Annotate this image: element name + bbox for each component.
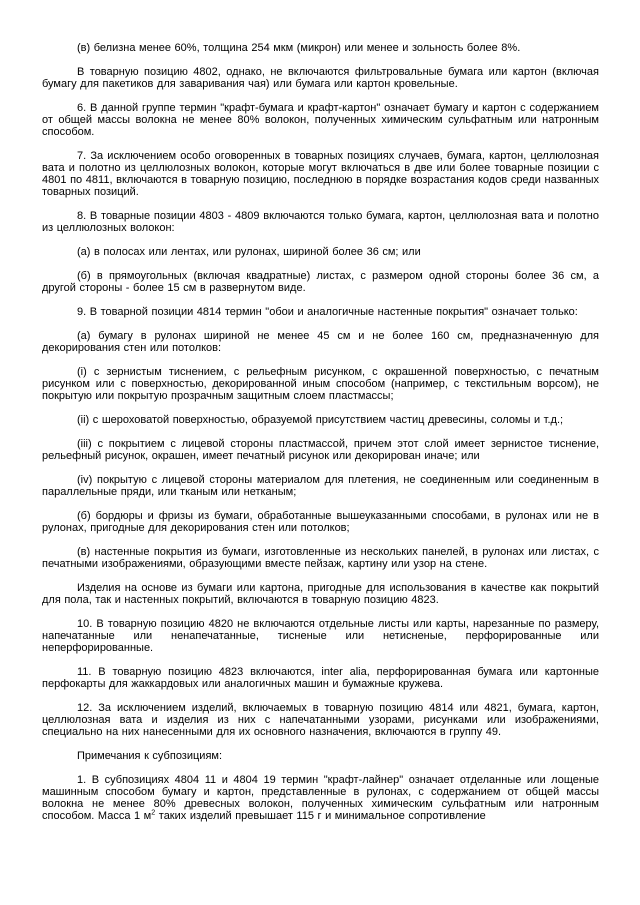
superscript-2: 2 [151,808,156,817]
paragraph-note-8-item-b: (б) в прямоугольных (включая квадратные) листах, с размером одной стороны более 36 см, а другой стороны - более 15 см в развернутом виде. [42,270,599,294]
paragraph-note-9-item-a-i: (i) с зернистым тиснением, с рельефным рисунком, с окрашенной поверхностью, с печатным рисунком или с поверхностью, декорированной иным способом (например, с текстильным ворсом), не покрытую или покрытую прозрачным защитным слоем пластмассы; [42,366,599,402]
paragraph-note-11: 11. В товарную позицию 4823 включаются, inter alia, перфорированная бумага или картонные перфокарты для жаккардовых или аналогичных машин и бумажные кружева. [42,666,599,690]
paragraph-note-8: 8. В товарные позиции 4803 - 4809 включаются только бумага, картон, целлюлозная вата и полотно из целлюлозных волокон: [42,210,599,234]
subposition-note-1-text-after: таких изделий превышает 115 г и минимальное сопротивление [155,810,486,822]
paragraph-note-9-item-b: (б) бордюры и фризы из бумаги, обработанные вышеуказанными способами, в рулонах или не в рулонах, пригодные для декорирования стен или потолков; [42,510,599,534]
paragraph-floor-wall-coverings: Изделия на основе из бумаги или картона, пригодные для использования в качестве как покрытий для пола, так и настенных покрытий, включаются в товарную позицию 4823. [42,582,599,606]
paragraph-note-9-item-a: (а) бумагу в рулонах шириной не менее 45 см и не более 160 см, предназначенную для декорирования стен или потолков: [42,330,599,354]
paragraph-note-9-item-v: (в) настенные покрытия из бумаги, изготовленные из нескольких панелей, в рулонах или листах, с печатными изображениями, образующими вместе пейзаж, картину или узор на стене. [42,546,599,570]
paragraph-4802-exclusion: В товарную позицию 4802, однако, не включаются фильтровальные бумага или картон (включая бумагу для пакетиков для заваривания чая) или бумага или картон кровельные. [42,66,599,90]
paragraph-note-6: 6. В данной группе термин "крафт-бумага и крафт-картон" означает бумагу и картон с содержанием от общей массы волокна не менее 80% волокон, полученных химическим сульфатным или натронным способом. [42,102,599,138]
paragraph-note-10: 10. В товарную позицию 4820 не включаются отдельные листы или карты, нарезанные по размеру, напечатанные или ненапечатанные, тисненые или нетисненые, перфорированные или неперфорированные. [42,618,599,654]
paragraph-whiteness-item-v: (в) белизна менее 60%, толщина 254 мкм (микрон) или менее и зольность более 8%. [77,42,521,54]
paragraph-subposition-note-1 [42,774,599,822]
subposition-notes-heading: Примечания к субпозициям: [77,750,223,762]
paragraph-note-12: 12. За исключением изделий, включаемых в товарную позицию 4814 или 4821, бумага, картон, целлюлозная вата и изделия из них с напечатанными узорами, рисунками или изображениями, специально на них нанесенными для их основного назначения, включаются в группу 49. [42,702,599,738]
paragraph-note-8-item-a: (а) в полосах или лентах, или рулонах, шириной более 36 см; или [77,246,421,258]
paragraph-note-9: 9. В товарной позиции 4814 термин "обои и аналогичные настенные покрытия" означает только: [77,306,578,318]
paragraph-note-9-item-a-iii: (iii) с покрытием с лицевой стороны пластмассой, причем этот слой имеет зернистое тиснение, рельефный рисунок, окрашен, имеет печатный рисунок или декорирован иначе; или [42,438,599,462]
paragraph-note-9-item-a-ii: (ii) с шероховатой поверхностью, образуемой присутствием частиц древесины, соломы и т.д.; [77,414,564,426]
paragraph-note-7: 7. За исключением особо оговоренных в товарных позициях случаев, бумага, картон, целлюлозная вата и полотно из целлюлозных волокон, которые могут включаться в две или более товарные позиции с 4801 по 4811, включаются в товарную позицию, последнюю в порядке возрастания кодов среди названных товарных позиций. [42,150,599,198]
subposition-note-1-text: 1. В субпозициях 4804 11 и 4804 19 термин "крафт-лайнер" означает отделанные или лощеные машинным способом бумагу и картон, представленные в рулонах, с содержанием от общей массы волокна не менее 80% древесных волокон, полученных химическим сульфатным или натронным способом. Масса 1 м [42,774,599,822]
paragraph-note-9-item-a-iv: (iv) покрытую с лицевой стороны материалом для плетения, не соединенным или соединенным в параллельные пряди, или тканым или нетканым; [42,474,599,498]
